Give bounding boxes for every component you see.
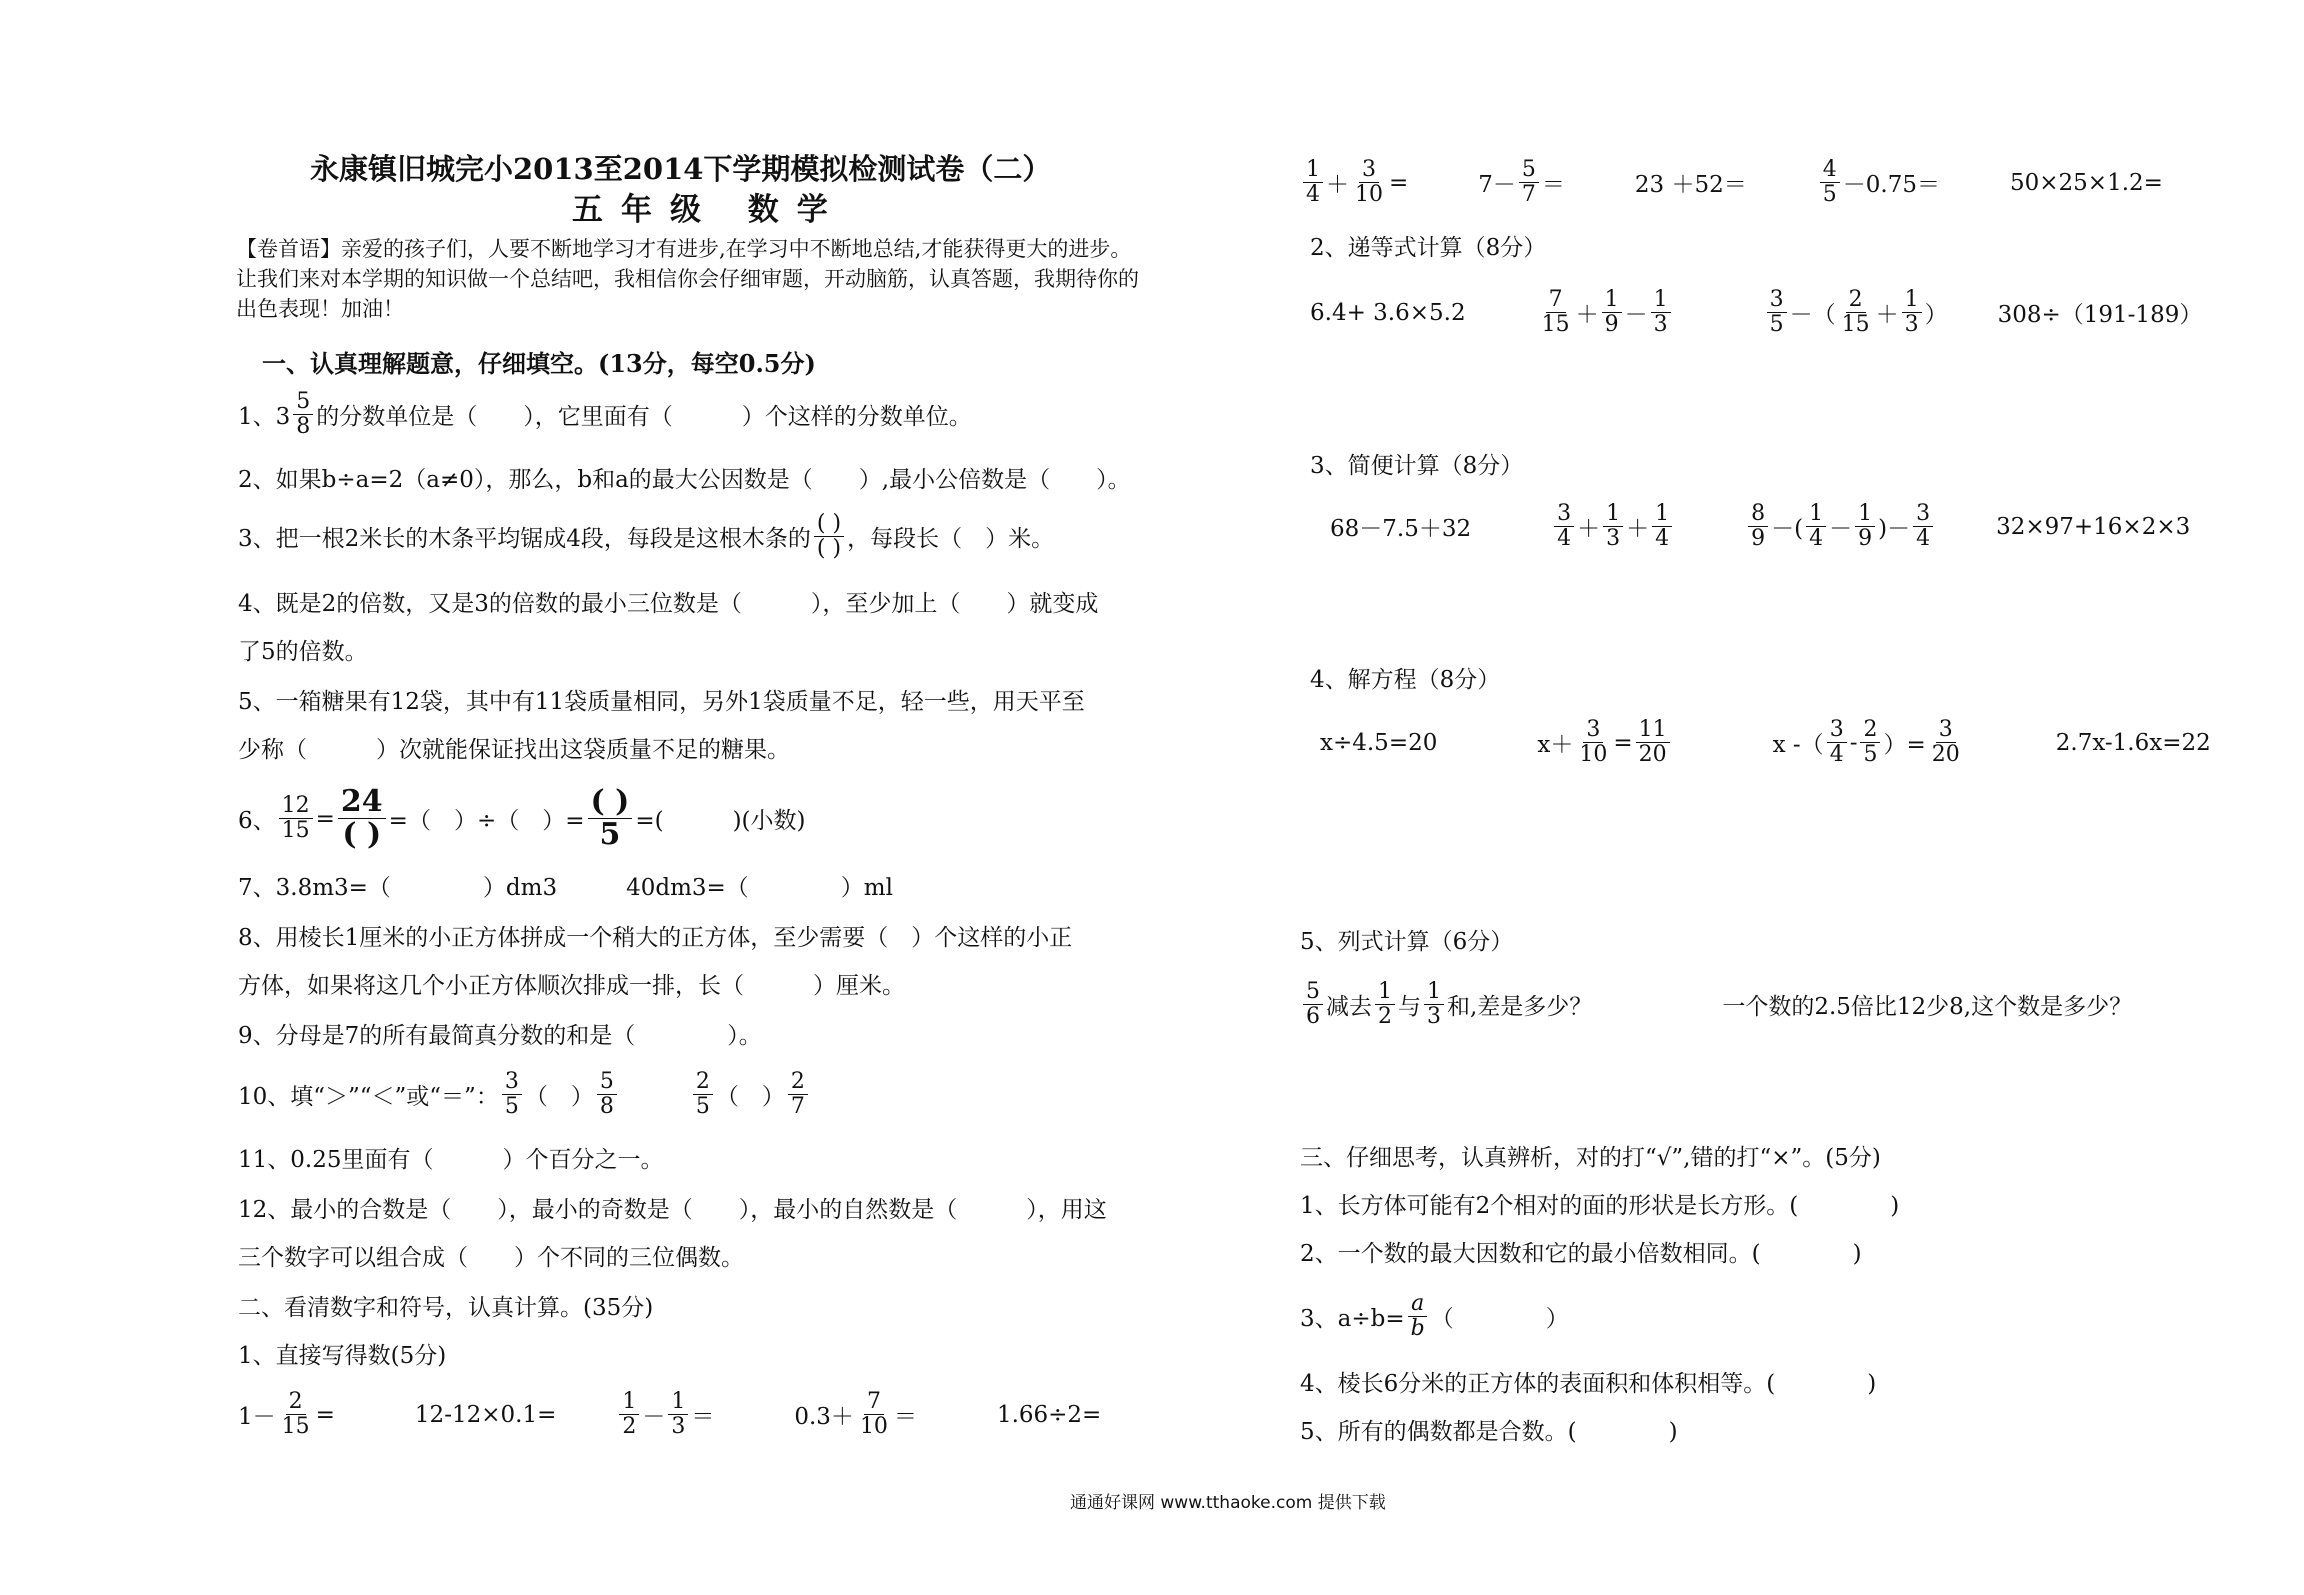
- math-term: 1－: [238, 1404, 276, 1430]
- math-term: 32×97+16×2×3: [1996, 513, 2191, 540]
- section3-heading: 三、仔细思考，认真辨析，对的打“√”,错的打“×”。(5分): [1300, 1145, 1881, 1171]
- math-term: 20: [1638, 742, 1667, 767]
- math-term: 3: [1913, 502, 1933, 527]
- question-8-line-1: 8、用棱长1厘米的小正方体拼成一个稍大的正方体，至少需要（ ）个这样的小正: [238, 925, 1073, 951]
- math-term: 3: [1827, 718, 1847, 743]
- q6-frac-a-den: 15: [281, 818, 310, 843]
- math-term: 1: [1602, 288, 1622, 313]
- math-term: 7: [864, 1390, 884, 1415]
- math-term: 11: [1636, 718, 1670, 743]
- q10-frac-a-num: 3: [502, 1070, 522, 1095]
- math-term: 0.3＋: [794, 1404, 854, 1430]
- q6-prefix: 6、: [238, 808, 276, 834]
- math-term: 4: [1306, 182, 1320, 207]
- q6-frac-c-num: ( ): [588, 786, 633, 819]
- math-term: 5: [1822, 182, 1837, 207]
- math-term: 和,差是多少？: [1447, 994, 1593, 1020]
- q3-text-b: ，每段长（ ）米。: [847, 526, 1055, 552]
- q1-den: 8: [296, 414, 311, 439]
- question-4-line-2: 了5的倍数。: [238, 639, 368, 665]
- word-problem-row: [1300, 980, 2132, 1029]
- direct-calc-row-2: $\frac{1}{4}$ ＋ $\frac{3}{10}$ = 7－ $\frac{5}{7}$ ＝ 23 ＋52＝ $\frac{4}{5}$ －0.75＝ 50×25×1.2=: [1300, 158, 2163, 207]
- preface-line-3: 出色表现！加油！: [236, 297, 404, 321]
- fraction: [1855, 502, 1875, 551]
- math-term: 9: [1751, 526, 1766, 551]
- equation-row: x÷4.5=20 x＋ $\frac{3}{10}$ = $\frac{11}{20}$ x -（ $\frac{3}{4}$ - $\frac{2}{5}$ ）= $\frac{3}{20}$ 2.7x-1.6x=22: [1320, 717, 2211, 767]
- math-term: 9: [1604, 312, 1619, 337]
- q10-frac-b-num: 5: [597, 1070, 617, 1095]
- q6-frac-c: [588, 786, 633, 851]
- fraction: [1652, 502, 1672, 551]
- math-term: 3: [1427, 1004, 1441, 1029]
- question-5-line-1: 5、一箱糖果有12袋，其中有11袋质量相同，另外1袋质量不足，轻一些，用天平至: [238, 689, 1085, 715]
- math-term: a: [1408, 1292, 1427, 1317]
- q10-frac-b-den: 8: [599, 1094, 614, 1119]
- fraction: [1539, 288, 1573, 337]
- math-term: （ ）: [1430, 1306, 1569, 1332]
- q6-frac-a-num: 12: [279, 794, 313, 819]
- word-problem-b: 一个数的2.5倍比12少8,这个数是多少？: [1722, 994, 2133, 1020]
- math-term: 3: [1554, 502, 1574, 527]
- fraction: [1554, 502, 1574, 551]
- judge-q1: 1、长方体可能有2个相对的面的形状是长方形。( ): [1300, 1193, 1900, 1219]
- fraction: [1767, 288, 1787, 337]
- math-term: 15: [1841, 312, 1870, 337]
- judge-q5: 5、所有的偶数都是合数。( ): [1300, 1419, 1678, 1445]
- fraction: [1748, 502, 1768, 551]
- math-term: －0.75＝: [1842, 172, 1940, 198]
- q1-num: 5: [293, 390, 313, 415]
- math-term: 1: [1424, 980, 1444, 1005]
- section2-sub5: 5、列式计算（6分）: [1300, 929, 1514, 955]
- math-term: 10: [1355, 182, 1383, 207]
- math-term: 1: [619, 1390, 639, 1415]
- exam-title: 永康镇旧城完小2013至2014下学期模拟检测试卷（二）: [310, 152, 1052, 186]
- math-term: 5: [1303, 980, 1323, 1005]
- math-term: 4: [1916, 526, 1931, 551]
- q10-frac-a-den: 5: [504, 1094, 519, 1119]
- fraction: [857, 1390, 891, 1439]
- math-term: 20: [1931, 742, 1960, 767]
- question-10: [238, 1070, 811, 1119]
- q10-frac-b: [597, 1070, 617, 1119]
- math-term: 6.4+ 3.6×5.2: [1310, 299, 1466, 326]
- q10-frac-c: [693, 1070, 713, 1119]
- math-term: 4: [1809, 526, 1824, 551]
- fraction: [279, 1390, 313, 1439]
- question-11: 11、0.25里面有（ ）个百分之一。: [238, 1147, 664, 1173]
- math-term: 68－7.5＋32: [1330, 516, 1472, 542]
- q6-frac-c-den: 5: [599, 817, 621, 852]
- math-term: 2: [622, 1414, 637, 1439]
- preface-line-1: 【卷首语】亲爱的孩子们，人要不断地学习才有进步,在学习中不断地总结,才能获得更大的进步。: [236, 237, 1132, 261]
- q1-prefix: 1、3: [238, 404, 291, 430]
- fraction: [1303, 158, 1323, 207]
- math-term: 3: [671, 1414, 686, 1439]
- section1-heading: 一、认真理解题意，仔细填空。(13分，每空0.5分): [262, 349, 816, 378]
- fraction: [1603, 502, 1623, 551]
- fraction: [1860, 718, 1880, 767]
- fraction: [1929, 718, 1963, 767]
- fraction: [1636, 718, 1670, 767]
- q10-frac-e-den: 7: [790, 1094, 805, 1119]
- math-term: 减去: [1326, 994, 1372, 1020]
- section2-sub3: 3、简便计算（8分）: [1310, 453, 1524, 479]
- q6-frac-b-num: 24: [338, 786, 386, 819]
- fraction: [1806, 502, 1826, 551]
- math-term: 7: [1521, 182, 1536, 207]
- math-term: 3: [1904, 312, 1919, 337]
- fraction: [1303, 980, 1323, 1029]
- math-term: b: [1410, 1316, 1425, 1341]
- math-term: 7: [1546, 288, 1566, 313]
- math-term: 2: [1378, 1004, 1392, 1029]
- q10-frac-c-den: 5: [695, 1094, 710, 1119]
- fraction: [619, 1390, 639, 1439]
- q10-frac-a: [502, 1070, 522, 1119]
- footer-credit: 通通好课网 www.tthaoke.com 提供下载: [1070, 1493, 1386, 1513]
- math-term: 23 ＋52＝: [1634, 172, 1747, 198]
- math-term: 1: [668, 1390, 688, 1415]
- question-12-line-2: 三个数字可以组合成（ ）个不同的三位偶数。: [238, 1245, 744, 1271]
- math-term: 2.7x-1.6x=22: [2055, 729, 2211, 756]
- math-term: 9: [1858, 526, 1873, 551]
- section2-sub1: 1、直接写得数(5分): [238, 1343, 447, 1369]
- math-term: 3: [1653, 312, 1668, 337]
- q10-blank-1: （ ）: [524, 1084, 594, 1110]
- math-term: 308÷（191-189）: [1997, 302, 2203, 328]
- question-5-line-2: 少称（ ）次就能保证找出这袋质量不足的糖果。: [238, 737, 790, 763]
- math-term: 4: [1829, 742, 1844, 767]
- fraction: [1352, 158, 1386, 207]
- math-term: 1: [1651, 288, 1671, 313]
- math-term: 5: [1519, 158, 1539, 183]
- math-term: 15: [281, 1414, 310, 1439]
- fraction: [1827, 718, 1847, 767]
- question-1: [238, 390, 972, 439]
- math-term: 1: [1902, 288, 1922, 313]
- direct-calc-row-1: 1－ $\frac{2}{15}$ = 12-12×0.1= $\frac{1}{2}$ － $\frac{1}{3}$ ＝ 0.3＋ $\frac{7}{10}$ ＝ 1.66÷2=: [238, 1389, 1102, 1439]
- question-12-line-1: 12、最小的合数是（ ），最小的奇数是（ ），最小的自然数是（ ），用这: [238, 1197, 1107, 1223]
- q6-frac-a: [279, 794, 313, 843]
- math-term: 2: [286, 1390, 306, 1415]
- math-term: 10: [1579, 742, 1608, 767]
- q10-frac-c-num: 2: [693, 1070, 713, 1095]
- judge-q2: 2、一个数的最大因数和它的最小倍数相同。( ): [1300, 1241, 1862, 1267]
- math-term: 3: [1583, 718, 1603, 743]
- preface-line-2: 让我们来对本学期的知识做一个总结吧，我相信你会仔细审题，开动脑筋，认真答题，我期待你的: [236, 267, 1139, 291]
- q6-frac-b-den: ( ): [342, 817, 382, 852]
- q6-suffix: =( )(小数): [635, 808, 806, 834]
- q1-fraction: [293, 390, 313, 439]
- fraction: [1651, 288, 1671, 337]
- math-term: 1: [1603, 502, 1623, 527]
- q3-text-a: 3、把一根2米长的木条平均锯成4段，每段是这根木条的: [238, 526, 811, 552]
- math-term: 8: [1748, 502, 1768, 527]
- judge-q4: 4、棱长6分米的正方体的表面积和体积相等。( ): [1300, 1371, 1877, 1397]
- math-term: 1: [1652, 502, 1672, 527]
- step-calc-row: 6.4+ 3.6×5.2 $\frac{7}{15}$ ＋ $\frac{1}{9}$ － $\frac{1}{3}$ $\frac{3}{5}$ －（ $\frac{2}{15}$ ＋ $\frac{1}{3}$ ） 308÷（191-189）: [1310, 287, 2203, 337]
- math-term: 2: [1860, 718, 1880, 743]
- math-term: 1: [1375, 980, 1395, 1005]
- math-term: x÷4.5=20: [1320, 729, 1438, 756]
- math-term: 3: [1767, 288, 1787, 313]
- fraction: [1576, 718, 1610, 767]
- math-term: 1: [1855, 502, 1875, 527]
- fraction: [1375, 980, 1395, 1029]
- math-term: 2: [1846, 288, 1866, 313]
- math-term: 3、a÷b=: [1300, 1306, 1405, 1332]
- math-term: 5: [1863, 742, 1878, 767]
- fraction: [1902, 288, 1922, 337]
- question-7: 7、3.8m3=（ ）dm3 40dm3=（ ）ml: [238, 875, 893, 901]
- fraction: [1820, 158, 1840, 207]
- question-4-line-1: 4、既是2的倍数，又是3的倍数的最小三位数是（ ），至少加上（ ）就变成: [238, 591, 1099, 617]
- math-term: 与: [1398, 994, 1421, 1020]
- q1-text: 的分数单位是（ ），它里面有（ ）个这样的分数单位。: [316, 404, 972, 430]
- question-8-line-2: 方体，如果将这几个小正方体顺次排成一排，长（ ）厘米。: [238, 973, 905, 999]
- q10-frac-e-num: 2: [788, 1070, 808, 1095]
- fraction: [1408, 1292, 1428, 1341]
- math-term: 10: [859, 1414, 888, 1439]
- math-term: 3: [1606, 526, 1621, 551]
- math-term: 5: [1769, 312, 1784, 337]
- math-term: 4: [1820, 158, 1840, 183]
- section2-sub4: 4、解方程（8分）: [1310, 667, 1501, 693]
- math-term: 15: [1541, 312, 1570, 337]
- question-9: 9、分母是7的所有最简真分数的和是（ ）。: [238, 1023, 762, 1049]
- question-3: [238, 512, 1054, 561]
- fraction: [1519, 158, 1539, 207]
- math-term: 7－: [1478, 172, 1516, 198]
- math-term: 3: [1359, 158, 1379, 183]
- q6-frac-b: [338, 786, 386, 851]
- fraction: [1913, 502, 1933, 551]
- simple-calc-row: 68－7.5＋32 $\frac{3}{4}$ ＋ $\frac{1}{3}$ ＋ $\frac{1}{4}$ $\frac{8}{9}$ －( $\frac{1}{4}$ － $\frac{1}{9}$ )－ $\frac{3}{4}$ 32×97+16×2×3: [1330, 501, 2191, 551]
- fraction: [1424, 980, 1444, 1029]
- math-term: 12-12×0.1=: [414, 1401, 557, 1428]
- math-term: 1.66÷2=: [996, 1401, 1102, 1428]
- q10-text: 10、填“＞”“＜”或“＝”：: [238, 1084, 499, 1110]
- fraction: [1602, 288, 1622, 337]
- judge-q3: [1300, 1292, 1569, 1341]
- math-term: 4: [1655, 526, 1670, 551]
- math-term: =: [315, 1401, 335, 1428]
- question-6: 6、 $\frac{12}{15}$ = $\frac{24}{( )}$ =（ ）÷（ ）= $\frac{( )}{5}$ =( )(小数): [238, 784, 806, 852]
- math-term: 50×25×1.2=: [2010, 169, 2163, 196]
- math-term: 3: [1936, 718, 1956, 743]
- q3-blank-fraction: $\frac{( )}{( )}$: [814, 512, 844, 561]
- q10-blank-2: （ ）: [715, 1084, 785, 1110]
- math-term: 1: [1806, 502, 1826, 527]
- question-2: 2、如果b÷a=2（a≠0），那么，b和a的最大公因数是（ ）,最小公倍数是（ ）。: [238, 467, 1131, 493]
- fraction: [668, 1390, 688, 1439]
- section2-sub2: 2、递等式计算（8分）: [1310, 235, 1547, 261]
- math-term: 1: [1303, 158, 1323, 183]
- section2-heading: 二、看清数字和符号，认真计算。(35分): [238, 1295, 654, 1321]
- math-term: 4: [1557, 526, 1572, 551]
- q6-mid: =（ ）÷（ ）=: [388, 808, 585, 834]
- fraction: [1839, 288, 1873, 337]
- math-term: 6: [1306, 1004, 1320, 1029]
- exam-subtitle: 五年级 数学: [572, 192, 846, 228]
- q10-frac-e: [788, 1070, 808, 1119]
